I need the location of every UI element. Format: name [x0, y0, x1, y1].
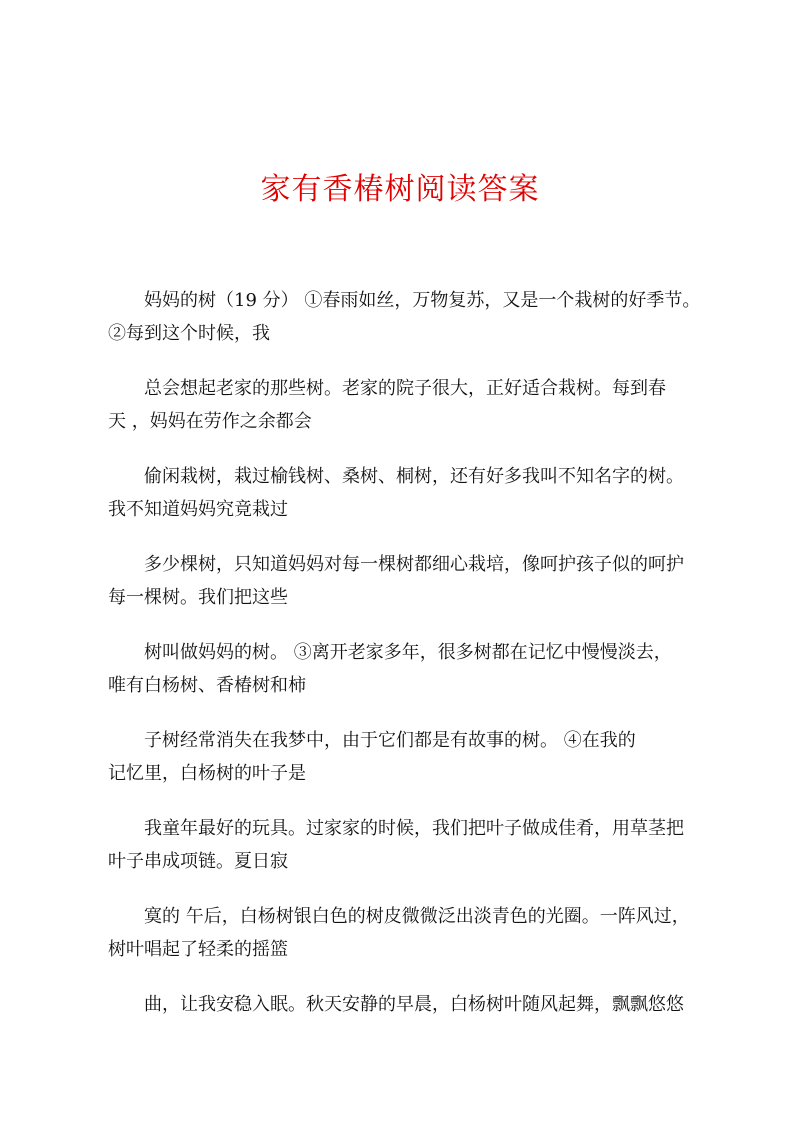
paragraph-line: 叶子串成项链。夏日寂	[108, 851, 288, 872]
paragraph-line: 每一棵树。我们把这些	[108, 587, 288, 608]
paragraph-7	[108, 812, 704, 878]
paragraph-line: 记忆里，白杨树的叶子是	[108, 763, 306, 784]
article-body	[108, 284, 704, 1043]
paragraph-4	[108, 548, 704, 614]
paragraph-5	[108, 636, 704, 702]
paragraph-line: 天 ，妈妈在劳作之余都会	[108, 411, 312, 432]
paragraph-line: ②每到这个时候，我	[108, 323, 270, 344]
paragraph-line: 曲，让我安稳入眠。秋天安静的早晨，白杨树叶随风起舞，飘飘悠悠	[144, 994, 684, 1015]
paragraph-line: 妈妈的树（19 分） ①春雨如丝，万物复苏，又是一个栽树的好季节。	[144, 290, 701, 311]
paragraph-1	[108, 284, 704, 350]
paragraph-9	[108, 988, 704, 1021]
paragraph-line: 偷闲栽树，栽过榆钱树、桑树、桐树，还有好多我叫不知名字的树。	[144, 466, 684, 487]
paragraph-line: 我童年最好的玩具。过家家的时候，我们把叶子做成佳肴，用草茎把	[144, 818, 684, 839]
paragraph-line: 多少棵树，只知道妈妈对每一棵树都细心栽培，像呵护孩子似的呵护	[144, 554, 684, 575]
paragraph-line: 子树经常消失在我梦中，由于它们都是有故事的树。 ④在我的	[144, 730, 636, 751]
paragraph-line: 树叫做妈妈的树。 ③离开老家多年，很多树都在记忆中慢慢淡去，	[144, 642, 672, 663]
paragraph-3	[108, 460, 704, 526]
paragraph-line: 唯有白杨树、香椿树和柿	[108, 675, 306, 696]
paragraph-2	[108, 372, 704, 438]
paragraph-line: 我不知道妈妈究竟栽过	[108, 499, 288, 520]
paragraph-8	[108, 900, 704, 966]
paragraph-line: 总会想起老家的那些树。老家的院子很大，正好适合栽树。每到春	[144, 378, 666, 399]
paragraph-line: 树叶唱起了轻柔的摇篮	[108, 939, 288, 960]
document-title: 家有香椿树阅读答案	[260, 172, 540, 207]
paragraph-6	[108, 724, 704, 790]
paragraph-line: 寞的 午后，白杨树银白色的树皮微微泛出淡青色的光圈。一阵风过，	[144, 906, 690, 927]
